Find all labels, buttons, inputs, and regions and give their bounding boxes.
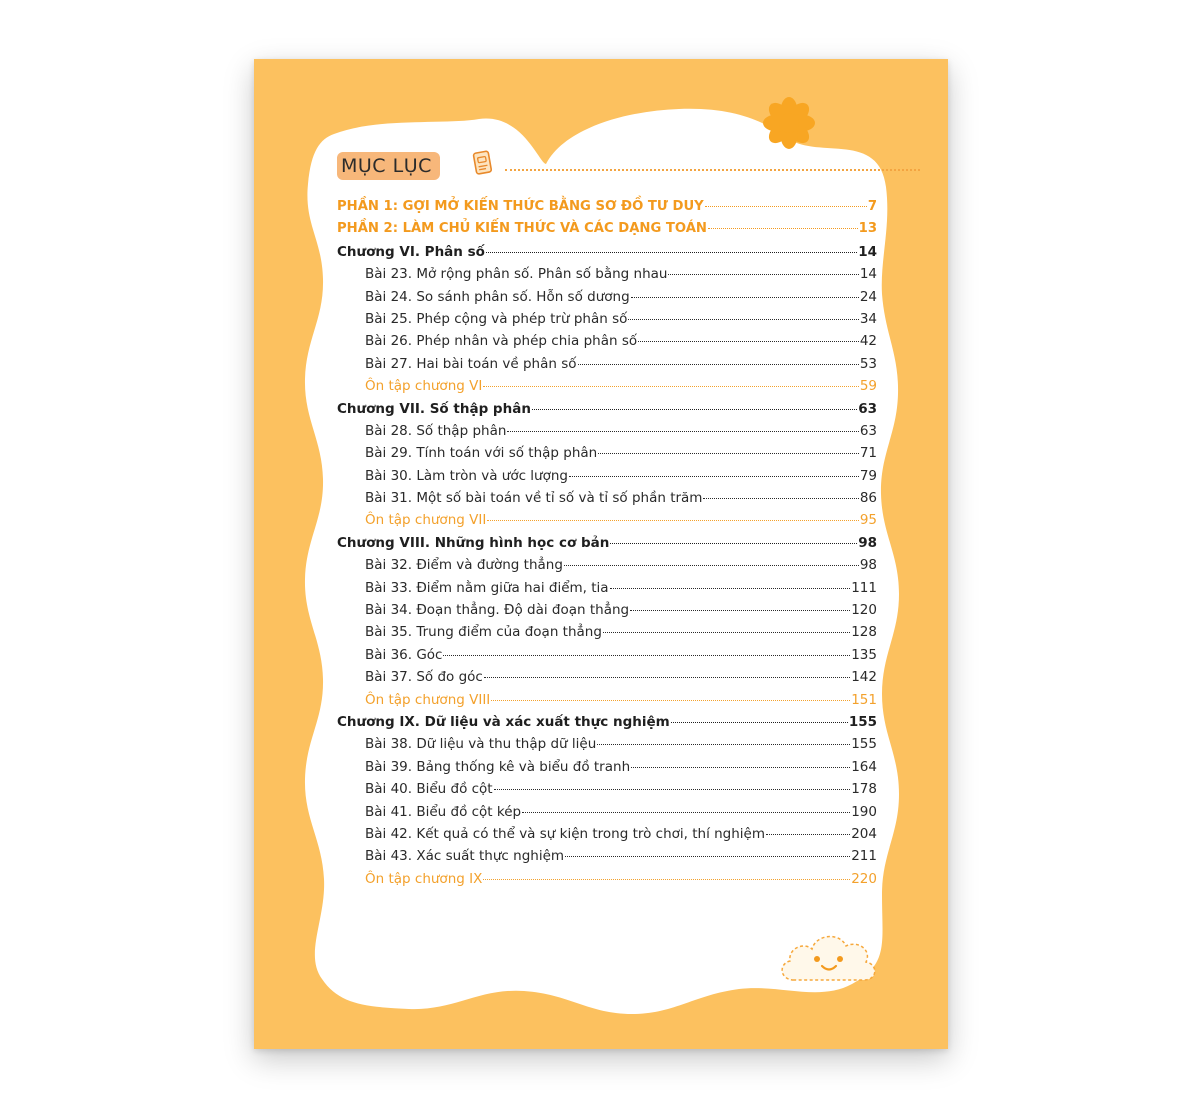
toc-entry-review[interactable] [337,692,877,714]
toc-entry-lesson[interactable] [337,602,877,624]
toc-entry-lesson[interactable] [337,333,877,355]
toc-entry-lesson[interactable] [337,289,877,311]
dot-leader [671,722,848,723]
book-icon [471,148,495,178]
toc-entry-label: Bài 38. Dữ liệu và thu thập dữ liệu [365,736,597,753]
toc-entry-review[interactable] [337,512,877,534]
dot-leader [766,834,850,835]
dot-leader [486,252,857,253]
toc-entry-label: Bài 27. Hai bài toán về phân số [365,355,577,372]
toc-entry-lesson[interactable] [337,311,877,333]
toc-entry-page-number: 24 [859,288,877,305]
toc-entry-page-number: 151 [851,691,877,708]
toc-entry-page-number: 164 [851,758,877,775]
dot-leader [565,856,850,857]
toc-entry-label: Bài 28. Số thập phân [365,422,507,439]
toc-entry-lesson[interactable] [337,848,877,870]
toc-entry-lesson[interactable] [337,356,877,378]
toc-entry-label: Bài 41. Biểu đồ cột kép [365,803,522,820]
toc-entry-label: Ôn tập chương VIII [365,691,491,708]
dot-leader [564,565,859,566]
toc-entry-lesson[interactable] [337,736,877,758]
toc-entry-page-number: 98 [859,557,877,574]
toc-entry-label: Bài 42. Kết quả có thể và sự kiện trong trò chơi, thí nghiệm [365,825,766,842]
toc-entry-page-number: 86 [859,490,877,507]
dot-leader [569,476,859,477]
toc-entry-lesson[interactable] [337,445,877,467]
dot-leader [507,431,858,432]
toc-entry-lesson[interactable] [337,580,877,602]
toc-entry-label: Bài 36. Góc [365,646,443,663]
dot-leader [631,297,859,298]
dot-leader [494,789,851,790]
toc-entry-page-number: 142 [851,669,877,686]
toc-entry-review[interactable] [337,871,877,893]
toc-entry-label: Bài 31. Một số bài toán về tỉ số và tỉ số phần trăm [365,490,703,507]
toc-entry-page-number: 155 [851,736,877,753]
toc-entry-page-number: 204 [851,825,877,842]
toc-entry-label: Chương VII. Số thập phân [337,400,531,417]
toc-entry-page-number: 178 [851,781,877,798]
toc-entry-label: Bài 40. Biểu đồ cột [365,781,493,798]
toc-entry-label: Bài 43. Xác suất thực nghiệm [365,848,565,865]
toc-entry-page-number: 111 [851,579,877,596]
dot-leader [630,610,850,611]
toc-entry-label: Ôn tập chương VI [365,378,483,395]
page-title: MỤC LỤC [341,155,432,177]
dot-leader [610,543,857,544]
dot-leader [705,206,867,207]
toc-entry-lesson[interactable] [337,624,877,646]
toc-entry-label: Bài 33. Điểm nằm giữa hai điểm, tia [365,579,609,596]
toc-entry-lesson[interactable] [337,423,877,445]
toc-entry-label: PHẦN 1: GỢI MỞ KIẾN THỨC BẰNG SƠ ĐỒ TƯ DUY [337,199,704,214]
dot-leader [443,655,850,656]
toc-entry-page-number: 13 [858,221,877,237]
dot-leader [532,409,857,410]
dot-leader [638,341,859,342]
toc-entry-label: Chương IX. Dữ liệu và xác xuất thực nghiệm [337,713,670,730]
toc-entry-part[interactable] [337,199,877,221]
flower-icon [760,94,818,152]
toc-entry-label: Ôn tập chương VII [365,512,487,529]
toc-entry-page-number: 59 [859,378,877,395]
toc-entry-chapter[interactable] [337,535,877,557]
toc-entry-page-number: 120 [851,602,877,619]
toc-entry-page-number: 190 [851,803,877,820]
toc-entry-page-number: 42 [859,333,877,350]
toc-entry-label: Bài 32. Điểm và đường thẳng [365,557,563,574]
toc-entry-label: Bài 30. Làm tròn và ước lượng [365,467,569,484]
toc-entry-label: Bài 25. Phép cộng và phép trừ phân số [365,310,628,327]
toc-entry-lesson[interactable] [337,804,877,826]
toc-entry-lesson[interactable] [337,759,877,781]
book-page [254,59,948,1049]
smiling-cloud-icon [774,924,884,994]
toc-entry-label: Bài 26. Phép nhân và phép chia phân số [365,333,638,350]
toc-entry-label: Ôn tập chương IX [365,870,483,887]
toc-entry-lesson[interactable] [337,266,877,288]
toc-entry-page-number: 53 [859,355,877,372]
dot-leader [491,700,850,701]
toc-entry-label: Chương VIII. Những hình học cơ bản [337,534,610,551]
toc-entry-page-number: 63 [858,400,877,417]
toc-entry-page-number: 98 [858,534,877,551]
toc-entry-lesson[interactable] [337,669,877,691]
dot-leader [598,453,859,454]
toc-entry-page-number: 220 [851,870,877,887]
toc-entry-chapter[interactable] [337,401,877,423]
toc-entry-page-number: 95 [859,512,877,529]
table-of-contents [337,199,877,893]
toc-entry-label: Bài 24. So sánh phân số. Hỗn số dương [365,288,630,305]
toc-entry-page-number: 128 [851,624,877,641]
toc-entry-page-number: 135 [851,646,877,663]
dot-leader [597,744,850,745]
toc-entry-page-number: 155 [848,713,877,730]
toc-entry-label: Bài 23. Mở rộng phân số. Phân số bằng nhau [365,266,668,283]
toc-entry-lesson[interactable] [337,647,877,669]
toc-entry-page-number: 63 [859,422,877,439]
title-dotted-rule [505,169,920,171]
toc-entry-lesson[interactable] [337,557,877,579]
toc-header [337,150,937,184]
toc-entry-label: Bài 35. Trung điểm của đoạn thẳng [365,624,602,641]
toc-entry-chapter[interactable] [337,244,877,266]
toc-entry-label: Chương VI. Phân số [337,243,485,260]
toc-entry-lesson[interactable] [337,826,877,848]
toc-entry-page-number: 211 [851,848,877,865]
dot-leader [703,498,858,499]
toc-entry-label: Bài 37. Số đo góc [365,669,483,686]
dot-leader [603,632,850,633]
toc-entry-page-number: 7 [867,199,877,214]
dot-leader [631,767,850,768]
toc-entry-page-number: 79 [859,467,877,484]
toc-entry-page-number: 14 [859,266,877,283]
toc-entry-lesson[interactable] [337,490,877,512]
toc-entry-label: Bài 34. Đoạn thẳng. Độ dài đoạn thẳng [365,602,630,619]
toc-entry-label: PHẦN 2: LÀM CHỦ KIẾN THỨC VÀ CÁC DẠNG TOÁN [337,221,707,237]
toc-entry-chapter[interactable] [337,714,877,736]
toc-entry-review[interactable] [337,378,877,400]
dot-leader [483,879,850,880]
toc-entry-page-number: 71 [859,445,877,462]
dot-leader [610,588,851,589]
title-badge [337,152,440,180]
toc-entry-page-number: 14 [858,243,877,260]
toc-entry-lesson[interactable] [337,468,877,490]
dot-leader [522,812,850,813]
toc-entry-part[interactable] [337,221,877,243]
toc-entry-page-number: 34 [859,310,877,327]
dot-leader [628,319,858,320]
dot-leader [668,274,858,275]
toc-entry-label: Bài 29. Tính toán với số thập phân [365,445,598,462]
dot-leader [487,520,859,521]
toc-entry-lesson[interactable] [337,781,877,803]
toc-entry-label: Bài 39. Bảng thống kê và biểu đồ tranh [365,758,631,775]
dot-leader [578,364,859,365]
dot-leader [708,228,858,229]
dot-leader [484,677,850,678]
dot-leader [483,386,858,387]
